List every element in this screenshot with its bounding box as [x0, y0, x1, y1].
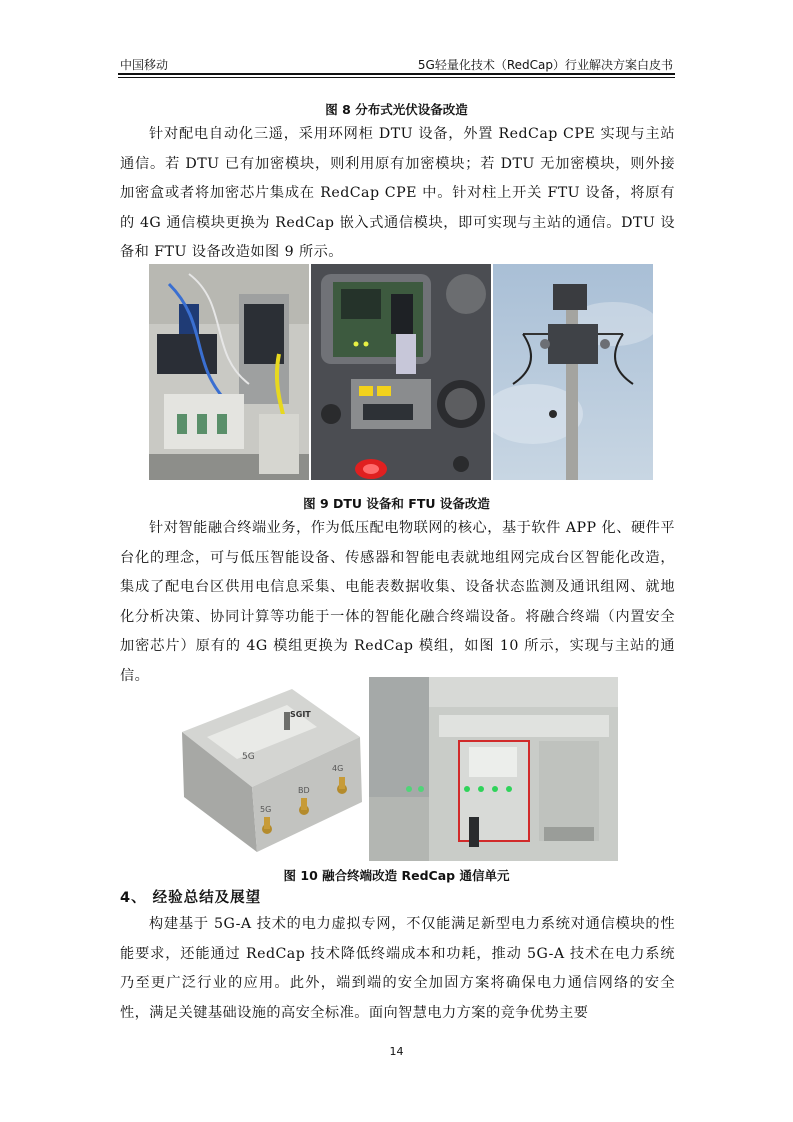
paragraph-summary: 构建基于 5G-A 技术的电力虚拟专网，不仅能满足新型电力系统对通信模块的性能要求，还能通过 RedCap 技术降低终端成本和功耗，推动 5G-A 技术在电力系统乃至更广泛行业的应用。此外，端到端的安全加固方案将确保电力通信网络的安全性，满足关键基础设施的高安全标准。面向智慧电力方案的竞争优势主要 [120, 916, 675, 1021]
header-rule-thick [118, 73, 675, 75]
section-4-heading: 4、 经验总结及展望 [120, 890, 262, 906]
header-rule-thin [118, 77, 675, 78]
figure-10-caption: 图 10 融合终端改造 RedCap 通信单元 [283, 868, 510, 883]
paragraph-dtu-ftu: 针对配电自动化三遥，采用环网柜 DTU 设备，外置 RedCap CPE 实现与主站通信。若 DTU 已有加密模块，则利用原有加密模块；若 DTU 无加密模块，则外接加密盒或者将加密芯片集成在 RedCap CPE 中。针对柱上开关 FTU 设备，将原有的 4G 通信模块更换为 RedCap 嵌入式通信模块，即可实现与主站的通信。DTU 设备和 FTU 设备改造如图 9 所示。 [120, 126, 675, 260]
module-label-bd: BD [298, 786, 310, 795]
header-org: 中国移动 [120, 58, 169, 72]
page-number: 14 [389, 1045, 404, 1058]
module-brand: SGIT [290, 710, 311, 719]
figure-10-photo-redcap-module [172, 677, 364, 861]
figure-9-caption: 图 9 DTU 设备和 FTU 设备改造 [303, 496, 490, 511]
figure-10-photo-fusion-terminal [369, 677, 618, 861]
figure-9-photo-dtu-cabinet [149, 264, 309, 480]
page-header [118, 55, 675, 75]
figure-9-photo-redcap-cpe [311, 264, 491, 480]
module-label-4g: 4G [332, 764, 344, 773]
module-label-5g-top: 5G [242, 752, 255, 762]
figure-8-caption: 图 8 分布式光伏设备改造 [325, 102, 468, 117]
header-title: 5G轻量化技术（RedCap）行业解决方案白皮书 [417, 58, 673, 72]
module-label-5g: 5G [260, 805, 272, 814]
paragraph-fusion-terminal: 针对智能融合终端业务，作为低压配电物联网的核心，基于软件 APP 化、硬件平台化的理念，可与低压智能设备、传感器和智能电表就地组网完成台区智能化改造，集成了配电台区供用电信息采集、电能表数据收集、设备状态监测及通讯组网、就地化分析决策、协同计算等功能于一体的智能化融合终端设备。将融合终端（内置安全加密芯片）原有的 4G 模组更换为 RedCap 模组，如图 10 所示，实现与主站的通信。 [120, 520, 675, 684]
figure-9-photo-ftu-pole [493, 264, 653, 480]
